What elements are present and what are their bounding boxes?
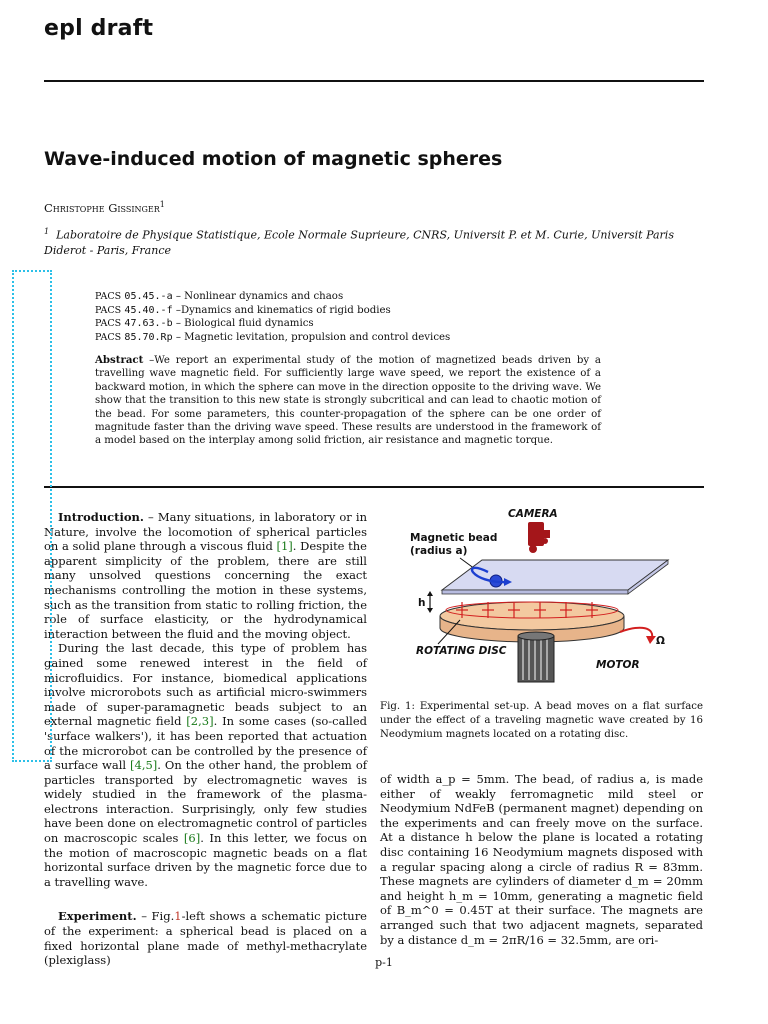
text: . In some cases (so-called 'surface walkers'), it has been reported that actuation of the microrobot can be controlled by the presence of a surface wall bbox=[44, 714, 368, 773]
right-column-text: of width a_p = 5mm. The bead, of radius a, is made either of weakly ferromagnetic mild steel or Neodymium NdFeB (permanent magnet) depending on the experiments and can freely move on the surface. At a distance h below the plane is located a rotating disc containing 16 Neodymium magnets disposed with a regular spacing along a circle of radius R = 83mm. These magnets are cylinders of diameter d_m = 20mm and height h_m = 10mm, generating a magnetic field of B_m^0 = 0.45T at their surface. The magnets are arranged such that two adjacent magnets, separated by a distance d_m = 2πR/16 = 32.5mm, are ori- bbox=[380, 772, 703, 947]
bead-label-radius: (radius a) bbox=[410, 545, 468, 557]
experiment-figure bbox=[380, 498, 704, 693]
pacs-item bbox=[95, 304, 615, 318]
pacs-code: 05.45.-a bbox=[124, 291, 173, 302]
pacs-label: PACS bbox=[95, 304, 122, 316]
abstract-text: –We report an experimental study of the motion of magnetized beads driven by a travelling wave magnetic field. For sufficiently large wave speed, we report the existence of a backward motion, in which the sphere can move in the direction opposite to the driving wave. We show that the transition to this new state is strongly subcritical and can lead to chaotic motion of the bead. For some parameters, this counter-propagation of the sphere can be one order of magnitude faster than the driving wave speed. These results are understood in the framework of a model based on the interplay among solid friction, air resistance and magnetic torque. bbox=[95, 355, 602, 447]
affil-sup: 1 bbox=[44, 227, 50, 236]
author bbox=[44, 200, 165, 215]
pacs-desc: –Dynamics and kinematics of rigid bodies bbox=[175, 304, 391, 316]
pacs-code: 45.40.-f bbox=[124, 304, 173, 316]
citation-link[interactable]: [4,5] bbox=[130, 758, 158, 773]
pacs-code: 47.63.-b bbox=[124, 318, 173, 329]
pacs-item bbox=[95, 331, 615, 345]
camera-label: CAMERA bbox=[508, 508, 558, 520]
citation-link[interactable]: [2,3] bbox=[186, 714, 214, 729]
citation-link[interactable]: [6] bbox=[183, 831, 201, 846]
pacs-code: 85.70.Rp bbox=[124, 331, 173, 343]
figure-caption: Fig. 1: Experimental set-up. A bead moves on a flat surface under the effect of a traveling magnetic wave created by 16 Neodymium magnets located on a rotating disc. bbox=[380, 701, 703, 740]
pacs-desc: – Magnetic levitation, propulsion and control devices bbox=[175, 331, 451, 343]
author-name: Christophe Gissinger bbox=[44, 200, 160, 215]
camera-icon bbox=[528, 522, 550, 553]
text: . Despite the apparent simplicity of the problem, there are still many unsolved questions concerning the exact mechanisms controlling the motion in these systems, such as the transition from static to rolling friction, the role of surface elasticity, or the hydrodynamical interaction between the fluid and the moving object. bbox=[44, 539, 367, 641]
text: . On the other hand, the problem of particles transported by electromagnetic waves is widely studied in the framework of the plasma-electrons interaction. Surprisingly, only few studies have been done on electromagnetic control of particles on macroscopic scales bbox=[44, 758, 367, 846]
affiliation bbox=[44, 224, 704, 259]
text: -left shows a schematic picture of the experiment: a spherical bead is placed on a fixed horizontal plane made of methyl-methacrylate (plexiglass) bbox=[44, 909, 367, 968]
citation-link[interactable]: [1] bbox=[276, 539, 293, 554]
text: . In this letter, we focus on the motion of macroscopic magnetic beads on a flat horizontal surface driven by the magnetic force due to a travelling wave. bbox=[44, 831, 367, 889]
selection-box bbox=[12, 270, 52, 762]
right-column bbox=[380, 772, 703, 947]
page-number: p-1 bbox=[375, 956, 393, 969]
journal-header: epl draft bbox=[44, 16, 154, 41]
intro-paragraph-2 bbox=[44, 641, 367, 889]
h-label: h bbox=[418, 597, 426, 609]
pacs-list bbox=[95, 290, 615, 344]
pacs-item bbox=[95, 317, 615, 331]
paper-title: Wave-induced motion of magnetic spheres bbox=[44, 148, 503, 170]
figure-link[interactable]: 1 bbox=[174, 909, 182, 924]
motor-icon bbox=[518, 632, 554, 682]
text: – Many situations, in laboratory or in Nature, involve the locomotion of spherical particles on a solid plane through a viscous fluid bbox=[44, 510, 367, 554]
motor-label: MOTOR bbox=[596, 659, 640, 671]
disc-label: ROTATING DISC bbox=[416, 645, 507, 657]
pacs-label: PACS bbox=[95, 318, 122, 329]
text: – Fig. bbox=[136, 909, 175, 924]
pacs-desc: – Nonlinear dynamics and chaos bbox=[175, 291, 344, 302]
intro-heading: Introduction. bbox=[58, 510, 144, 524]
pacs-item bbox=[95, 290, 615, 304]
abstract-heading: Abstract bbox=[95, 354, 144, 366]
experiment-heading: Experiment. bbox=[58, 909, 137, 924]
bead-label: Magnetic bead bbox=[410, 532, 498, 544]
intro-paragraph-1 bbox=[44, 510, 367, 641]
author-sup: 1 bbox=[159, 200, 165, 209]
abstract bbox=[95, 354, 601, 448]
pacs-label: PACS bbox=[95, 291, 122, 302]
omega-label: Ω bbox=[656, 635, 665, 647]
left-column bbox=[44, 510, 367, 968]
affil-text: Laboratoire de Physique Statistique, Ecole Normale Suprieure, CNRS, Universit P. et M. Curie, Universit Paris Diderot - Paris, France bbox=[44, 228, 674, 258]
pacs-label: PACS bbox=[95, 331, 122, 343]
abstract-rule bbox=[44, 486, 704, 488]
pacs-desc: – Biological fluid dynamics bbox=[175, 318, 314, 329]
header-rule bbox=[44, 80, 704, 82]
text: During the last decade, this type of problem has gained some renewed interest in the field of microfluidics. For instance, biomedical applications involve microrobots such as artificial micro-swimmers made of super-paramagnetic beads subject to an external magnetic field bbox=[44, 641, 367, 729]
